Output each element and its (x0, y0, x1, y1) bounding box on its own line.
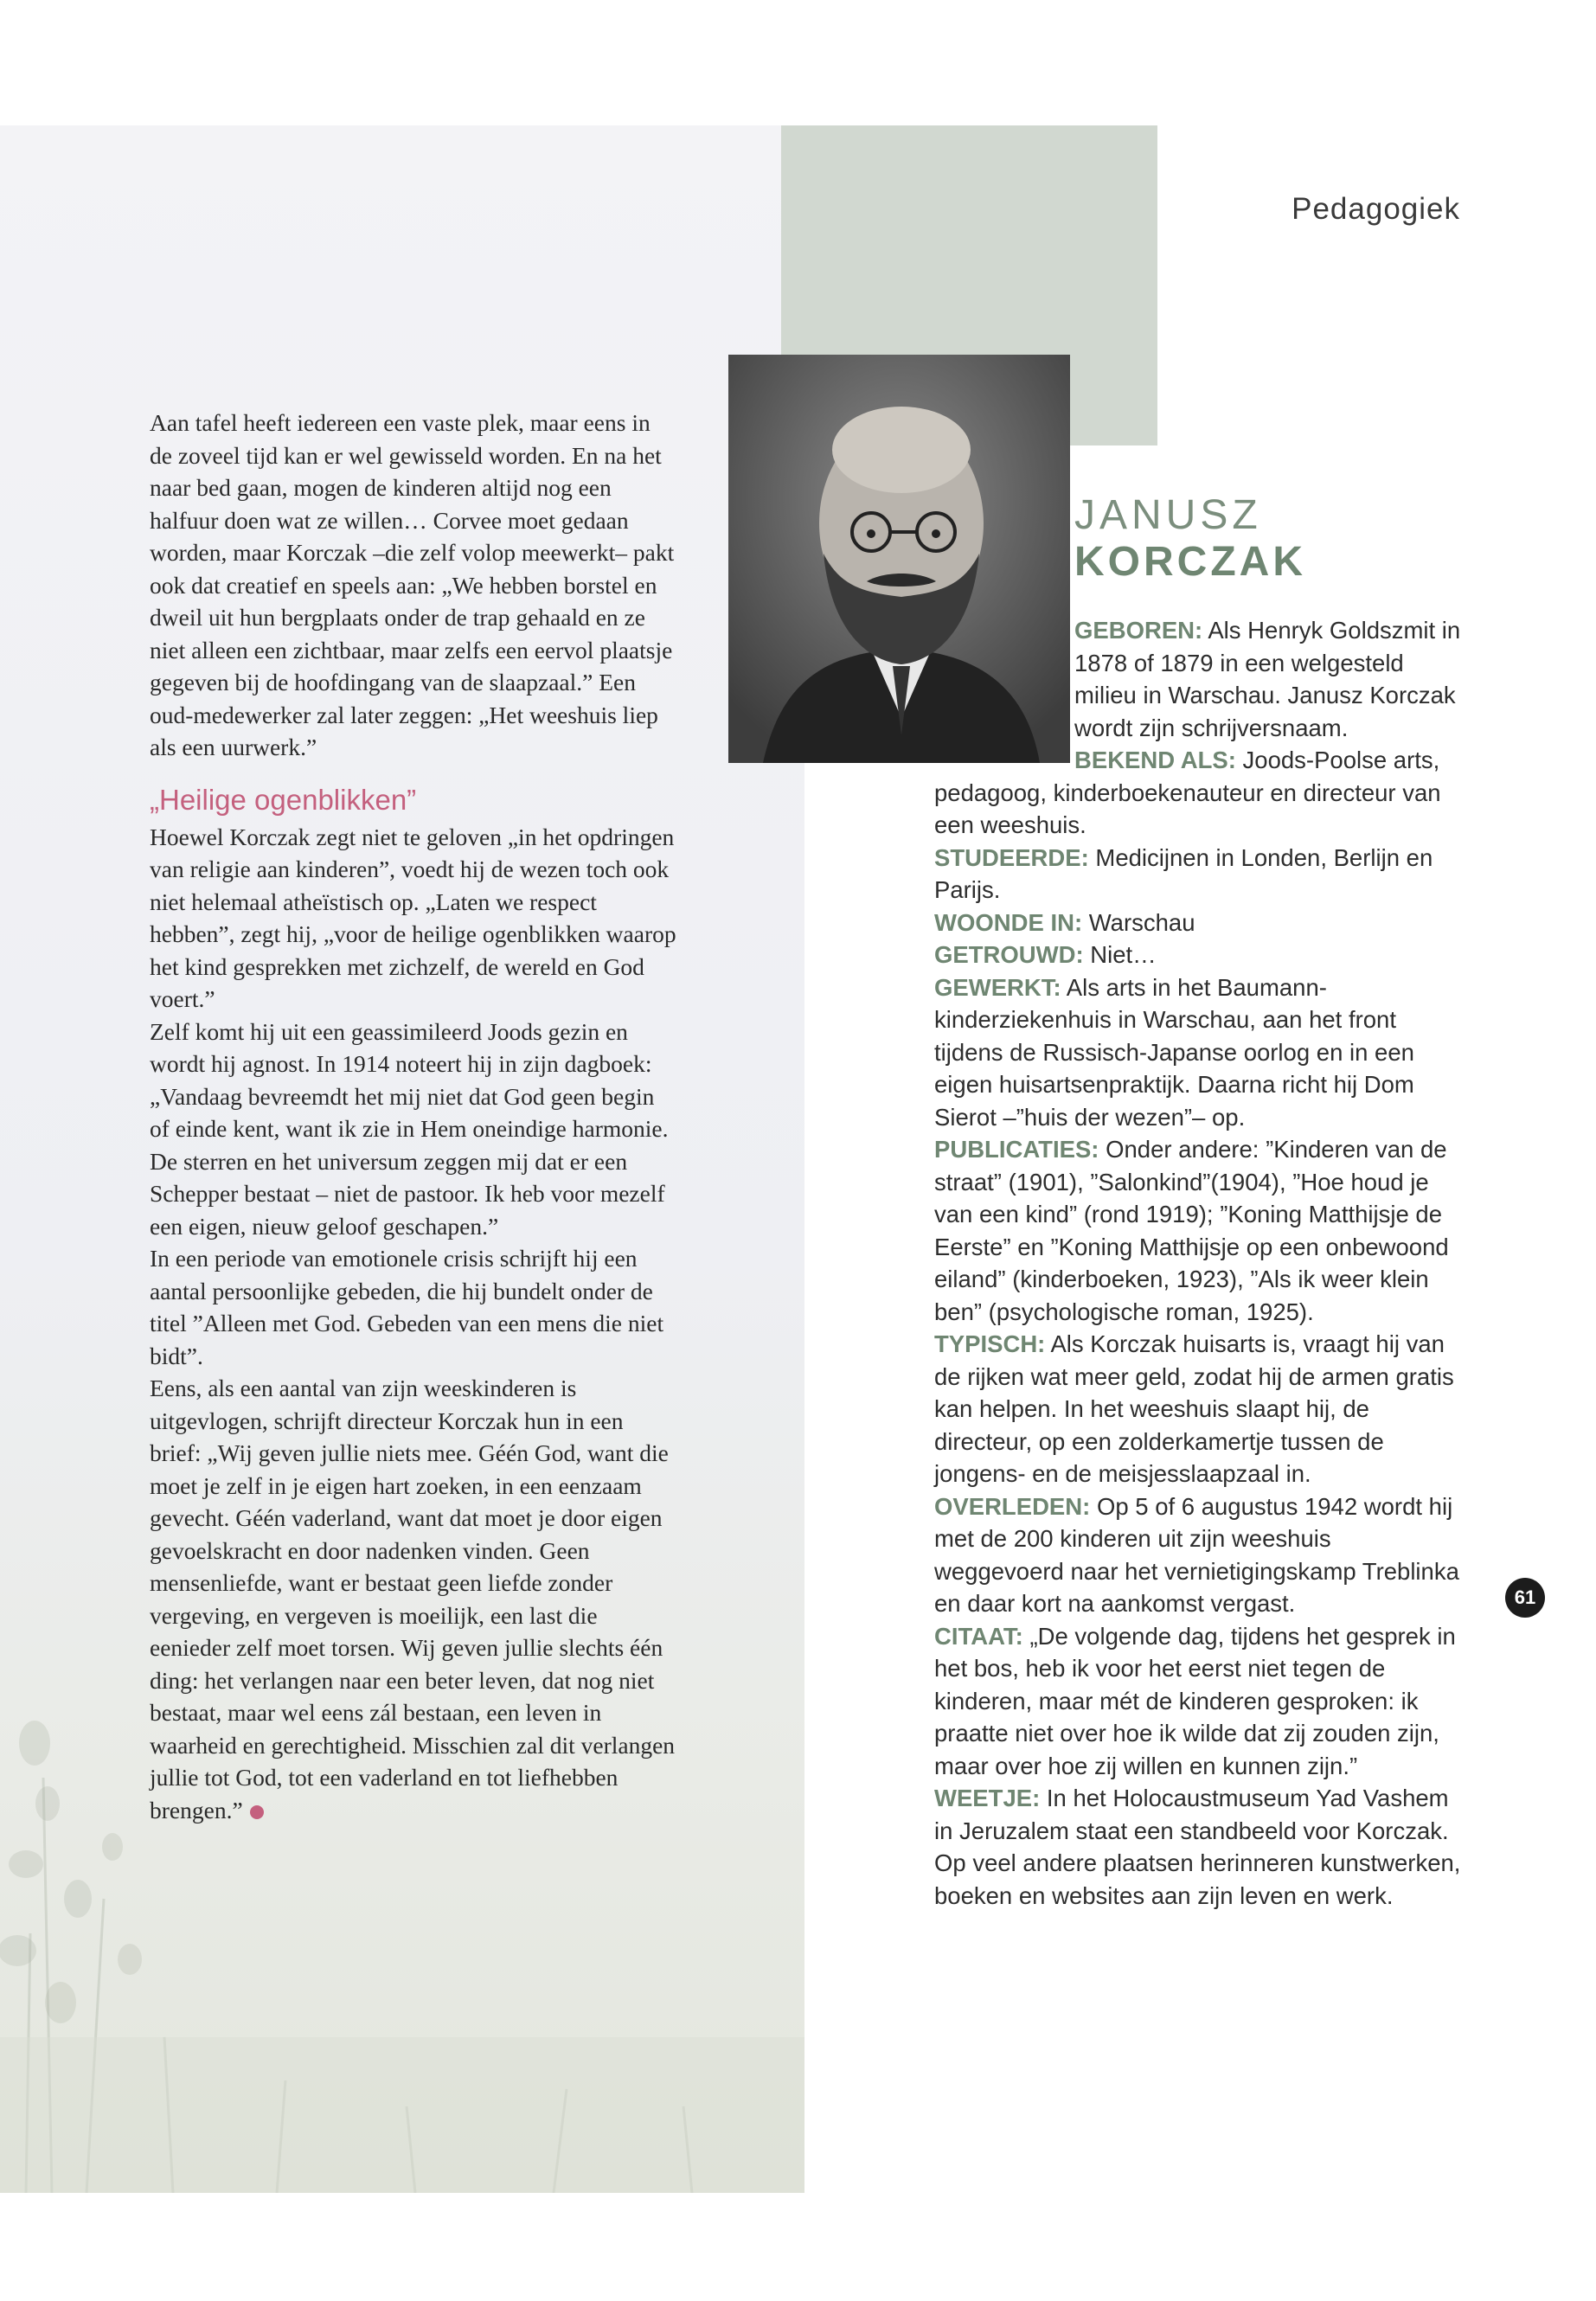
bio-label: CITAAT: (934, 1622, 1023, 1650)
bio-value: Als Henryk Goldszmit in 1878 of 1879 in een welgesteld milieu in Warschau. Janusz Korczak wordt zijn schrijversnaam. (1074, 617, 1461, 741)
bio-entry-lived (934, 907, 1462, 939)
bio-value: Als arts in het Baumann-kinderziekenhuis in Warschau, aan het front tijdens de Russisch-Japanse oorlog en in een eigen huisartsenpraktijk. Daarna richt hij Dom Sierot –”huis der wezen”– op. (934, 973, 1414, 1131)
profile-last-name: KORCZAK (1074, 539, 1306, 585)
bio-label: PUBLICATIES: (934, 1136, 1099, 1163)
bio-value: In het Holocaustmuseum Yad Vashem in Jeruzalem staat een standbeeld voor Korczak. Op veel andere plaatsen herinneren kunstwerken, boeken en websites aan zijn leven en werk. (934, 1785, 1461, 1909)
bio-value: „De volgende dag, tijdens het gesprek in het bos, heb ik voor het eerst niet tegen de kinderen, maar mét de kinderen gesproken: ik praatte niet over hoe ik wilde dat zij zouden zijn, maar over hoe zij willen en kunnen zijn.” (934, 1622, 1456, 1779)
bio-value: Warschau (1088, 908, 1195, 936)
bio-entry-died (934, 1490, 1462, 1620)
bio-entry-fact (934, 1782, 1462, 1912)
bio-label: STUDEERDE: (934, 843, 1089, 871)
bio-entry-quote (934, 1620, 1462, 1783)
bio-label: GEWERKT: (934, 973, 1061, 1001)
bio-label: GEBOREN: (1074, 617, 1203, 644)
bio-label: WEETJE: (934, 1785, 1041, 1811)
bio-label: OVERLEDEN: (934, 1492, 1091, 1520)
bio-entry-married (934, 939, 1462, 971)
article-paragraph: In een periode van emotionele crisis schrijft hij een aantal persoonlijke gebeden, die hij bundelt onder de titel ”Alleen met God. Gebeden van een mens die niet bidt”. (150, 1245, 664, 1369)
page-number-badge: 61 (1505, 1578, 1545, 1618)
article-last-paragraph (150, 1372, 677, 1826)
bio-label: TYPISCH: (934, 1330, 1046, 1357)
bio-label: WOONDE IN: (934, 908, 1083, 936)
article-left-column (150, 407, 677, 1826)
article-paragraph-text: Eens, als een aantal van zijn weeskinderen is uitgevlogen, schrijft directeur Korczak hun in een brief: „Wij geven jullie niets mee. Géén God, want die moet je zelf in je eigen hart zoeken, in een eenzaam gevecht. Géén vaderland, want dat moet je door eigen gevoelskracht en door nadenken vinden. Geen mensenliefde, want er bestaat geen liefde zonder vergeving, en vergeven is moeilijk, een last die eenieder zelf moet torsen. Wij geven jullie slechts één ding: het verlangen naar een beter leven, dat nog niet bestaat, maar wel eens zál bestaan, een leven in waarheid en gerechtigheid. Misschien zal dit verlangen jullie tot God, tot een vaderland en tot liefhebben brengen.” (150, 1375, 676, 1823)
bio-value: Joods-Poolse arts, pedagoog, kinderboekenauteur en directeur van een weeshuis. (934, 747, 1441, 838)
article-paragraph: Hoewel Korczak zegt niet te geloven „in het opdringen van religie aan kinderen”, voedt hij de wezen toch ook niet helemaal atheïstisch op. „Laten we respect hebben”, zegt hij, „voor de heilige ogenblikken waarop het kind gesprekken met zichzelf, de wereld en God voert.” (150, 823, 676, 1012)
bio-sidebar (934, 614, 1462, 1912)
article-subheading: „Heilige ogenblikken” (150, 783, 417, 816)
end-mark-icon (250, 1805, 264, 1819)
bio-entry-typical (934, 1328, 1462, 1490)
bio-value: Op 5 of 6 augustus 1942 wordt hij met de 200 kinderen uit zijn weeshuis weggevoerd naar het vernietigingskamp Treblinka en daar kort na aankomst vergast. (934, 1492, 1459, 1617)
bio-label: GETROUWD: (934, 941, 1084, 968)
bio-label: BEKEND ALS: (1074, 747, 1236, 773)
bio-value: Onder andere: ”Kinderen van de straat” (1901), ”Salonkind”(1904), ”Hoe houd je van een kind” (rond 1919); ”Koning Matthijsje de Eerste” en ”Koning Matthijsje op een onbewoond eiland” (kinderboeken, 1923), ”Als ik weer klein ben” (psychologische roman, 1925). (934, 1136, 1449, 1325)
bio-entry-born (934, 614, 1462, 744)
article-paragraph: Aan tafel heeft iedereen een vaste plek, maar eens in de zoveel tijd kan er wel gewisseld worden. En na het naar bed gaan, mogen de kinderen altijd nog een halfuur doen wat ze willen… Corvee moet gedaan worden, maar Korczak –die zelf volop meewerkt– pakt ook dat creatief en speels aan: „We hebben borstel en dweil uit hun bergplaats onder de trap gehaald en ze niet alleen een zichtbaar, maar zelfs een eervol plaatsje gegeven bij de hoofdingang van de slaapzaal.” Een oud-medewerker zal later zeggen: „Het weeshuis liep als een uurwerk.” (150, 409, 675, 760)
bio-value: Als Korczak huisarts is, vraagt hij van de rijken wat meer geld, zodat hij de armen gratis kan helpen. In het weeshuis slaapt hij, de directeur, op een zolderkamertje tussen de jongens- en de meisjesslaapzaal in. (934, 1330, 1454, 1487)
bio-value: Medicijnen in Londen, Berlijn en Parijs. (934, 843, 1433, 903)
bio-entry-publications (934, 1133, 1462, 1328)
bio-entry-studied (934, 842, 1462, 907)
section-label: Pedagogiek (1292, 192, 1460, 226)
bio-entry-known (934, 744, 1462, 842)
bio-value: Niet… (1090, 941, 1157, 968)
bio-entry-worked (934, 971, 1462, 1134)
profile-first-name: JANUSZ (1074, 492, 1262, 538)
article-paragraph: Zelf komt hij uit een geassimileerd Joods gezin en wordt hij agnost. In 1914 noteert hij in zijn dagboek: „Vandaag bevreemdt het mij niet dat God geen begin of einde kent, want ik zie in Hem oneindige harmonie. De sterren en het universum zeggen mij dat er een Schepper bestaat – niet de pastoor. Ik heb voor mezelf een eigen, nieuw geloof geschapen.” (150, 1017, 669, 1240)
